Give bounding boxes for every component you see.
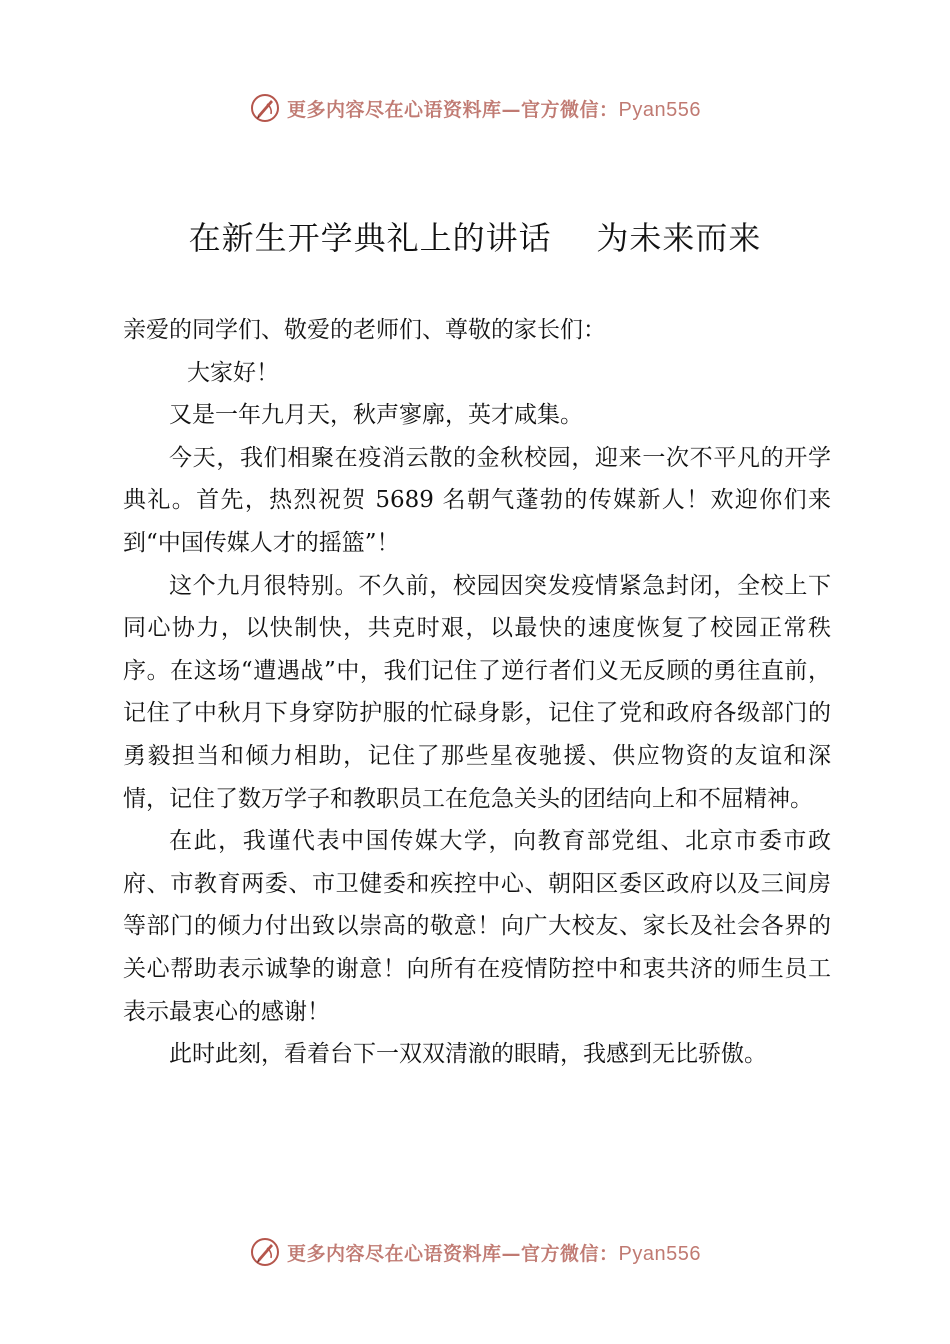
footer-banner-text bbox=[287, 1239, 701, 1266]
paragraph: 这个九月很特别。不久前，校园因突发疫情紧急封闭，全校上下同心协力，以快制快，共克时艰，以最快的速度恢复了校园正常秩序。在这场“遭遇战”中，我们记住了逆行者们义无反顾的勇往直前，记住了中秋月下身穿防护服的忙碌身影，记住了党和政府各级部门的勇毅担当和倾力相助，记住了那些星夜驰援、供应物资的友谊和深情，记住了数万学子和教职员工在危急关头的团结向上和不屈精神。 bbox=[123, 572, 831, 812]
salutation: 亲爱的同学们、敬爱的老师们、尊敬的家长们： bbox=[123, 317, 606, 343]
paragraph: 此时此刻，看着台下一双双清澈的眼睛，我感到无比骄傲。 bbox=[169, 1041, 767, 1068]
paragraph: 今天，我们相聚在疫消云散的金秋校园，迎来一次不平凡的开学典礼。首先，热烈祝贺 5689 名朝气蓬勃的传媒新人！欢迎你们来到“中国传媒人才的摇篮”！ bbox=[123, 444, 831, 556]
paragraph: 在此，我谨代表中国传媒大学，向教育部党组、北京市委市政府、市教育两委、市卫健委和疾控中心、朝阳区委区政府以及三间房等部门的倾力付出致以崇高的敬意！向广大校友、家长及社会各界的关心帮助表示诚挚的谢意！向所有在疫情防控中和衷共济的师生员工表示最衷心的感谢！ bbox=[123, 828, 831, 1025]
header-banner-wechat-id: Pyan556 bbox=[618, 98, 701, 121]
header-banner-cn: 更多内容尽在心语资料库—官方微信： bbox=[287, 98, 619, 121]
document-title: 在新生开学典礼上的讲话 为未来而来 bbox=[188, 219, 762, 257]
header-banner-text bbox=[287, 95, 701, 122]
footer-banner-wechat-id: Pyan556 bbox=[618, 1242, 701, 1265]
greeting: 大家好！ bbox=[187, 359, 279, 386]
quill-pen-logo-icon bbox=[249, 1236, 281, 1268]
document-body bbox=[123, 309, 831, 1076]
header-banner bbox=[0, 88, 950, 128]
footer-banner bbox=[0, 1232, 950, 1272]
quill-pen-logo-icon bbox=[249, 92, 281, 124]
footer-banner-cn: 更多内容尽在心语资料库—官方微信： bbox=[287, 1242, 619, 1265]
paragraph: 又是一年九月天，秋声寥廓，英才咸集。 bbox=[169, 402, 583, 429]
